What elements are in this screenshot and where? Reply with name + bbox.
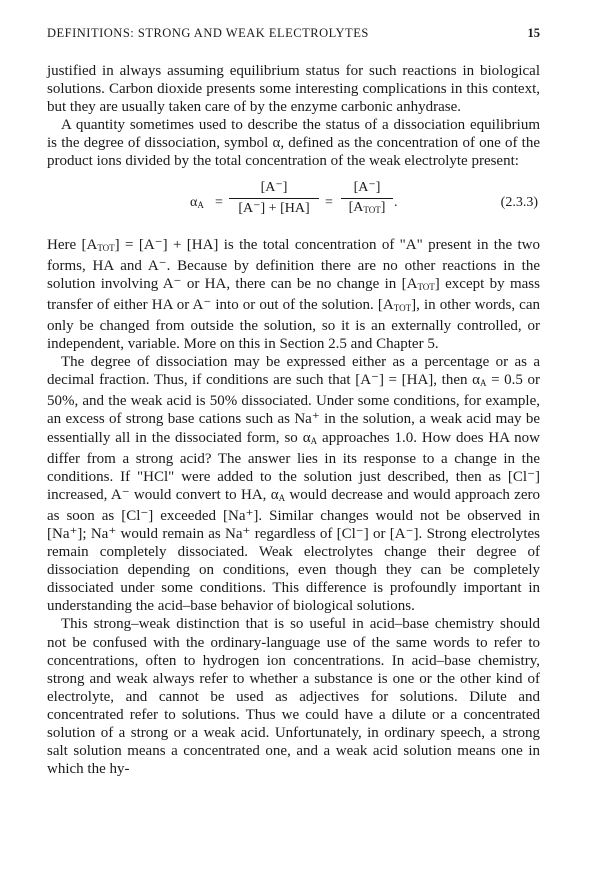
paragraph-1: justified in always assuming equilibrium status for such reactions in biological solutions. Carbon dioxide presents some interesting complications in this context, but they are usually taken care of by the enzyme carbonic anhydrase. xyxy=(47,63,540,116)
fraction-1-numerator: [A⁻] xyxy=(229,179,319,199)
paragraph-2: A quantity sometimes used to describe the status of a dissociation equilibrium is the degree of dissociation, symbol α, defined as the concentration of one of the product ions divided by the total concentration of the weak electrolyte present: xyxy=(47,117,540,170)
fraction-1-denominator: [A⁻] + [HA] xyxy=(238,200,310,216)
running-header xyxy=(47,26,540,41)
equals-sign-1: = xyxy=(215,194,223,210)
paragraph-5: This strong–weak distinction that is so useful in acid–base chemistry should not be confused with the ordinary-language use of the same words to refer to concentrations, often to hydrogen ion concentrations. In acid–base chemistry, strong and weak always refer to whether a substance is one or the other kind of electrolyte, and cannot be used as adjectives for solutions. Dilute and concentrated refer to solutions. Thus we could have a dilute or a concentrated solution of a strong or a weak acid. Unfortunately, in ordinary speech, a strong salt solution means a concentrated one, and a weak acid solution means one in which the hy- xyxy=(47,616,540,778)
equation-terminator: . xyxy=(394,194,398,210)
equation-lhs: $\alpha_A$ xyxy=(190,194,204,210)
fraction-1 xyxy=(229,179,319,217)
paragraph-4: The degree of dissociation may be expressed either as a percentage or as a decimal fraction. Thus, if conditions are such that [A⁻] = [HA], then $\alpha_A = 0.5$ or 50%, and the weak acid is 50% dissociated. Under some conditions, for example, an excess of strong base cations such as Na⁺ in the solution, a weak acid may be essentially all in the dissociated form, so $\alpha_A$ approaches 1.0. How does HA now differ from a strong acid? The answer lies in its response to a change in the conditions. If "HCl" were added to the solution just described, then as [Cl⁻] increased, A⁻ would convert to HA, $\alpha_A$ would decrease and would approach zero as soon as [Cl⁻] exceeded [Na⁺]. Similar changes would not be observed in [Na⁺]; Na⁺ would remain as Na⁺ regardless of [Cl⁻] or [A⁻]. Strong electrolytes remain completely dissociated. Weak electrolytes change their degree of dissociation depending on conditions, even though they can be completely dissociated under some conditions. This difference is profoundly important in understanding the acid–base behavior of biological solutions. xyxy=(47,354,541,615)
paragraph-3: Here $[A_{TOT}] = [A^-] + [HA]$ is the total concentration of "A" present in the two forms, HA and A⁻. Because by definition there are no other reactions in the solution involving A⁻ or HA, there can be no change in $[A_{TOT}]$ except by mass transfer of either HA or A⁻ into or out of the solution. $[A_{TOT}]$, in other words, can only be changed from outside the solution, so it is an externally controlled, or independent, variable. More on this in Section 2.5 and Chapter 5. xyxy=(47,236,540,353)
page-number: 15 xyxy=(527,26,540,40)
page xyxy=(47,26,540,778)
equals-sign-2: = xyxy=(325,194,333,210)
fraction-2-denominator: $[A_{TOT}]$ xyxy=(348,199,386,215)
equation-number: (2.3.3) xyxy=(500,194,538,210)
equation-2-3-3 xyxy=(47,179,540,227)
fraction-2-numerator: [A⁻] xyxy=(341,179,393,199)
fraction-2 xyxy=(341,179,393,216)
running-title: DEFINITIONS: STRONG AND WEAK ELECTROLYTES xyxy=(47,26,369,40)
